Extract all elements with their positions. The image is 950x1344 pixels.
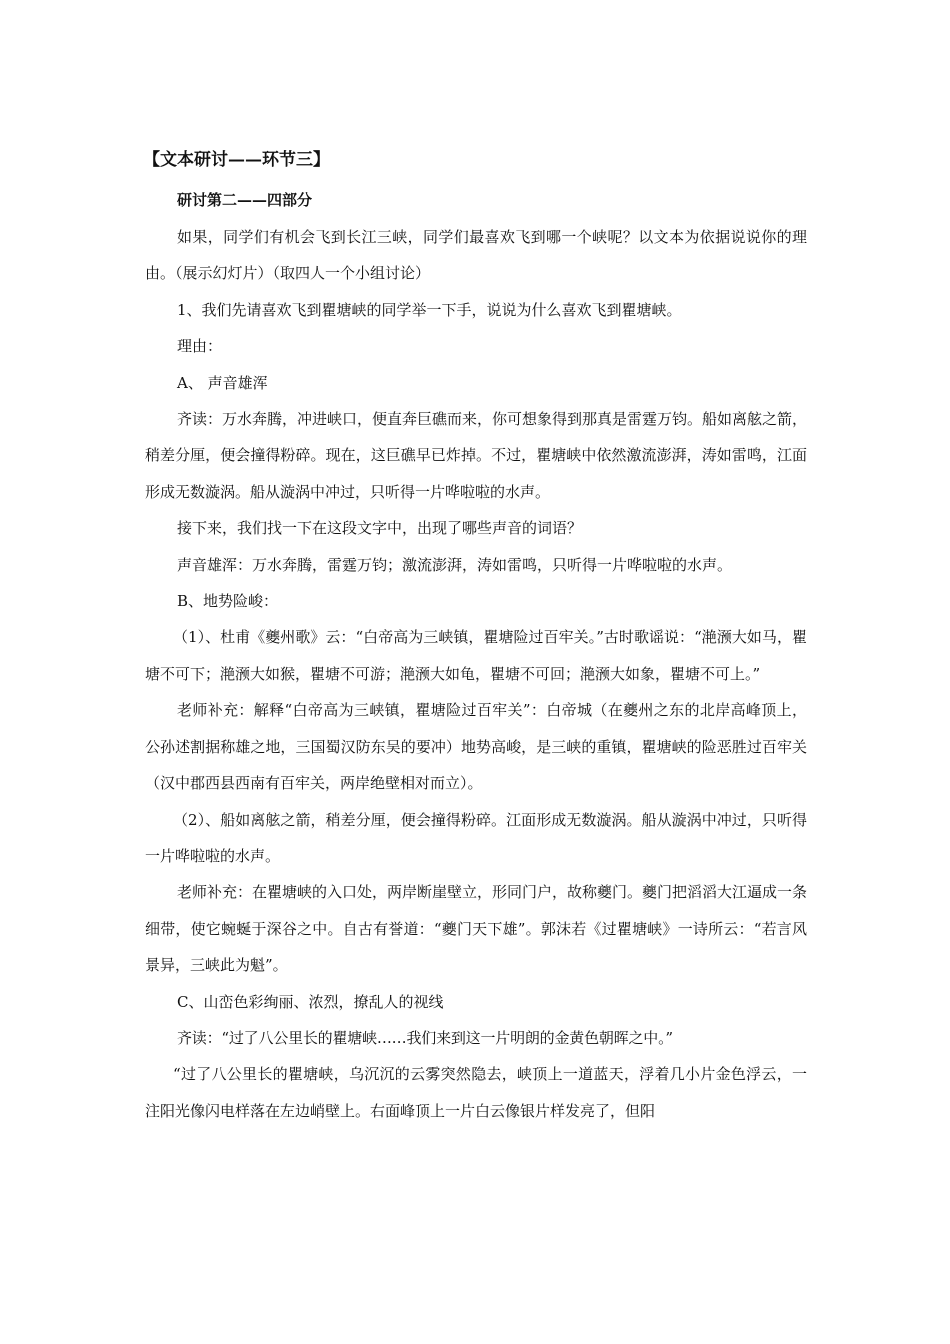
paragraph-reason-label: 理由：	[177, 337, 223, 356]
paragraph-reading-c: 齐读：“过了八公里长的瞿塘峡……我们来到这一片明朗的金黄色朝晖之中。”	[177, 1028, 673, 1047]
paragraph-prompt: 接下来，我们找一下在这段文字中，出现了哪些声音的词语？	[177, 519, 583, 538]
section-subheading: 研讨第二——四部分	[177, 191, 313, 209]
paragraph-point-b: B、地势险峻：	[177, 592, 279, 611]
paragraph-question-1: 1、我们先请喜欢飞到瞿塘峡的同学举一下手，说说为什么喜欢飞到瞿塘峡。	[177, 300, 682, 319]
document-body	[145, 144, 807, 1129]
section-heading: 【文本研讨——环节三】	[143, 150, 330, 170]
paragraph-intro: 如果，同学们有机会飞到长江三峡，同学们最喜欢飞到哪一个峡呢？以文本为依据说说你的理由。（展示幻灯片）（取四人一个小组讨论）	[145, 228, 807, 283]
paragraph-b-2: （2）、船如离舷之箭，稍差分厘，便会撞得粉碎。江面形成无数漩涡。船从漩涡中冲过，只听得一片哗啦啦的水声。	[145, 810, 807, 865]
paragraph-teacher-note-1: 老师补充：解释“白帝高为三峡镇，瞿塘险过百牢关”：白帝城（在夔州之东的北岸高峰顶上，公孙述割据称雄之地，三国蜀汉防东吴的要冲）地势高峻，是三峡的重镇，瞿塘峡的险恶胜过百牢关（汉中郡西县西南有百牢关，两岸绝壁相对而立）。	[145, 701, 807, 793]
paragraph-quote-c: “过了八公里长的瞿塘峡，乌沉沉的云雾突然隐去，峡顶上一道蓝天，浮着几小片金色浮云，一注阳光像闪电样落在左边峭壁上。右面峰顶上一片白云像银片样发亮了，但阳	[145, 1065, 807, 1120]
paragraph-sound-words: 声音雄浑：万水奔腾，雷霆万钧；激流澎湃，涛如雷鸣，只听得一片哗啦啦的水声。	[177, 555, 733, 574]
paragraph-teacher-note-2: 老师补充：在瞿塘峡的入口处，两岸断崖壁立，形同门户，故称夔门。夔门把滔滔大江逼成一条细带，使它蜿蜒于深谷之中。自古有誉道：“夔门天下雄”。郭沫若《过瞿塘峡》一诗所云：“若言风景异，三峡此为魁”。	[145, 883, 808, 975]
paragraph-point-c: C、山峦色彩绚丽、浓烈，撩乱人的视线	[177, 992, 444, 1011]
paragraph-b-1: （1）、杜甫《夔州歌》云：“白帝高为三峡镇，瞿塘险过百牢关。”古时歌谣说：“滟滪大如马，瞿塘不可下；滟滪大如猴，瞿塘不可游；滟滪大如龟，瞿塘不可回；滟滪大如象，瞿塘不可上。”	[145, 628, 807, 683]
paragraph-reading-a: 齐读：万水奔腾，冲进峡口，便直奔巨礁而来，你可想象得到那真是雷霆万钧。船如离舷之箭，稍差分厘，便会撞得粉碎。现在，这巨礁早已炸掉。不过，瞿塘峡中依然激流澎湃，涛如雷鸣，江面形成无数漩涡。船从漩涡中冲过，只听得一片哗啦啦的水声。	[145, 410, 808, 501]
paragraph-point-a: A、 声音雄浑	[177, 373, 268, 392]
